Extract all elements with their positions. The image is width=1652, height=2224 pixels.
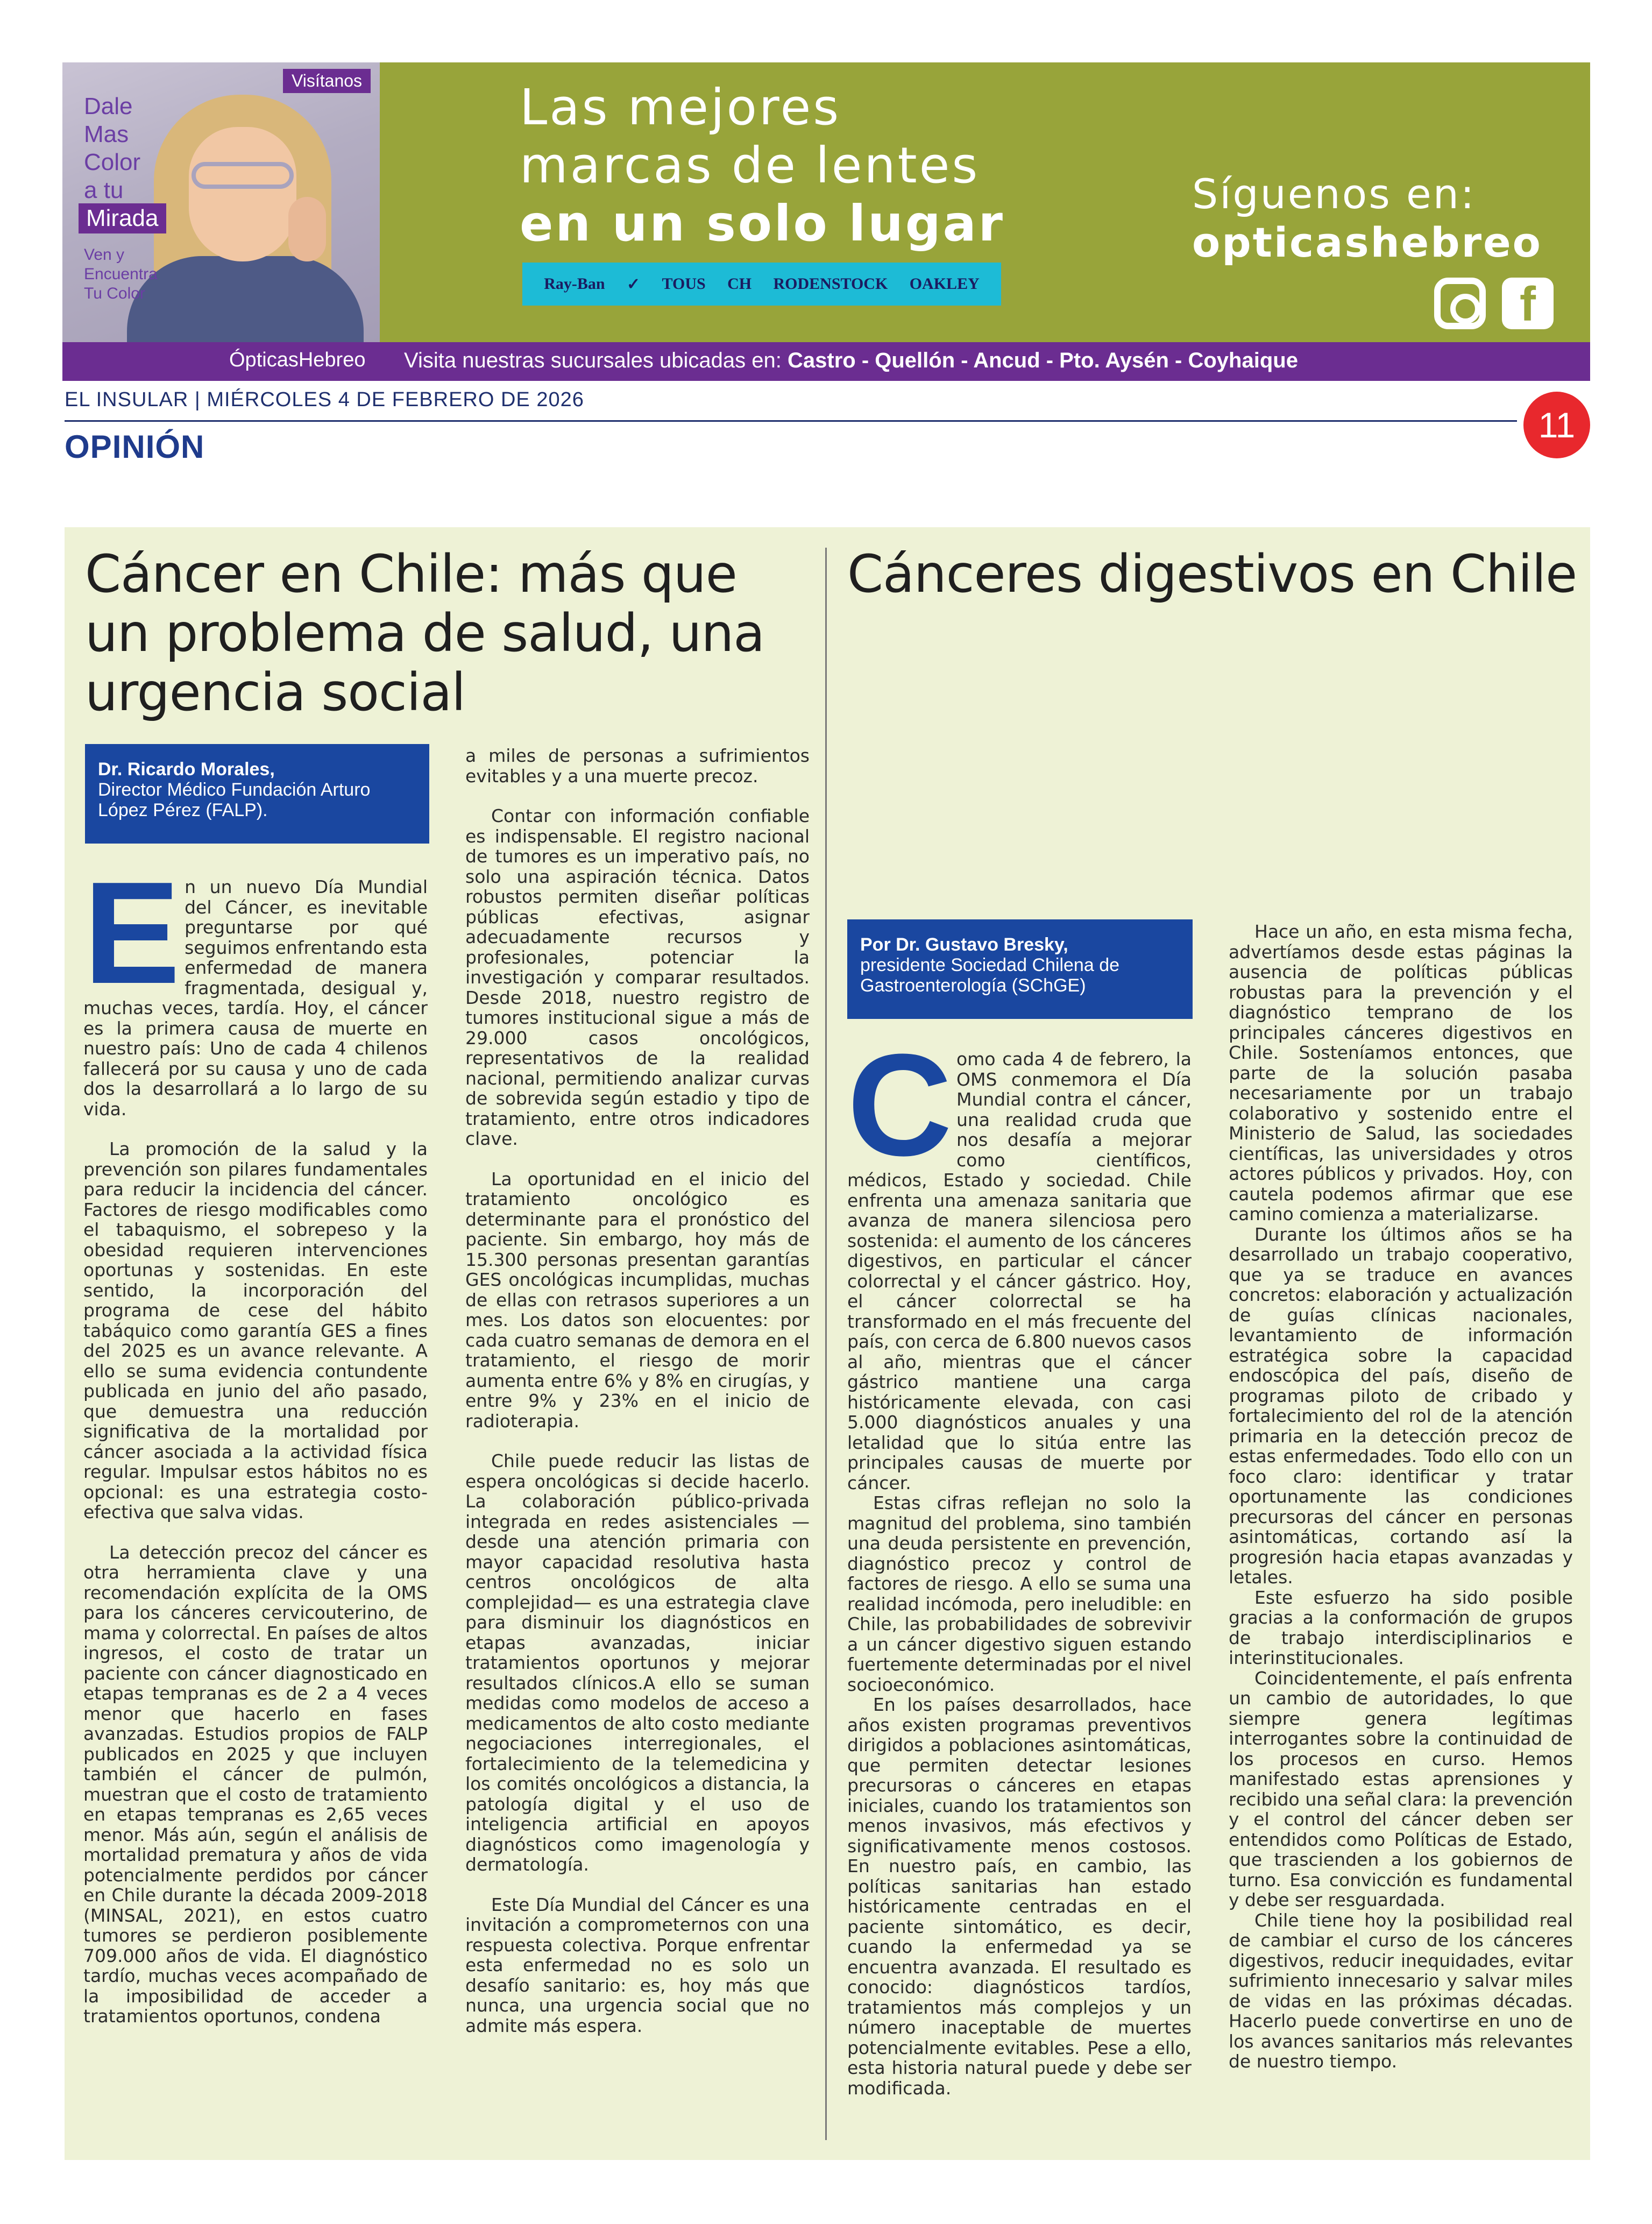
ad-woman-glasses bbox=[192, 162, 294, 189]
ad-headline-line: en un solo lugar bbox=[520, 195, 1005, 252]
brand-tous-logo: TOUS bbox=[662, 275, 706, 293]
instagram-icon bbox=[1434, 278, 1486, 329]
ad-side-small-line: Ven y bbox=[84, 246, 125, 264]
ad-branches-label: Visita nuestras sucursales ubicadas en: bbox=[404, 349, 788, 372]
ad-social-icons bbox=[1434, 278, 1554, 329]
paragraph-text: omo cada 4 de febrero, la OMS conmemora el Día Mundial contra el cáncer, una realidad cruda que nos desafía a mejorar como científicos, médicos, Estado y sociedad. Chile enfrenta una amenaza sanitaria que avanza de manera silenciosa pero sostenida: el aumento de los cánceres digestivos, en particular el cáncer colorrectal y el cáncer gástrico. Hoy, el cáncer colorrectal se ha transformado en el más frecuente del país, con cerca de 6.800 nuevos casos al año, mientras que el cáncer gástrico mantiene una carga históricamente elevada, con casi 5.000 diagnósticos anuales y una letalidad que lo sitúa entre las principales causas de muerte por cáncer. bbox=[847, 1049, 1192, 1493]
article-paragraph bbox=[83, 852, 428, 1120]
advertisement-banner bbox=[62, 62, 1590, 381]
article-left-headline: Cáncer en Chile: más que un problema de salud, una urgencia social bbox=[85, 544, 765, 723]
drop-cap: E bbox=[83, 852, 181, 1014]
ad-visit-tag: Visítanos bbox=[283, 69, 371, 93]
ad-side-subslogan bbox=[84, 245, 158, 303]
article-right-column-1 bbox=[847, 1024, 1192, 2099]
article-paragraph: Este Día Mundial del Cáncer es una invitación a comprometernos con una respuesta colectiva. Porque enfrentar esta enfermedad no es solo un desafío sanitario: es, hoy más que nunca, una urgencia social que no admite más espera. bbox=[465, 1894, 810, 2036]
article-paragraph: Estas cifras reflejan no solo la magnitud del problema, sino también una deuda persistente en prevención, diagnóstico precoz y control de factores de riesgo. A ello se suma una realidad incómoda, pero ineludible: en Chile, las probabilidades de sobrevivir a un cáncer digestivo siguen estando fuertemente determinadas por el nivel socioeconómico. bbox=[847, 1492, 1192, 1695]
section-title: OPINIÓN bbox=[65, 429, 205, 465]
article-left-byline bbox=[85, 744, 429, 844]
column-divider bbox=[825, 548, 827, 2140]
header-divider bbox=[65, 420, 1517, 422]
article-left-column-2 bbox=[465, 746, 810, 2036]
article-right-byline bbox=[847, 919, 1193, 1019]
ad-branches-text bbox=[404, 349, 1298, 373]
ad-side-highlight: Mirada bbox=[79, 203, 166, 233]
article-paragraph: Este esfuerzo ha sido posible gracias a la conformación de grupos de trabajo interdisciplinarios e interinstitucionales. bbox=[1229, 1586, 1573, 1668]
author-role: Director Médico Fundación Arturo López Pérez (FALP). bbox=[98, 780, 371, 820]
newspaper-dateline: EL INSULAR | MIÉRCOLES 4 DE FEBRERO DE 2026 bbox=[65, 388, 584, 411]
article-left-column-1 bbox=[83, 852, 428, 2027]
ad-side-line: Mas bbox=[84, 121, 129, 147]
brand-oakley-logo: OAKLEY bbox=[909, 275, 980, 293]
article-paragraph: La promoción de la salud y la prevención son pilares fundamentales para reducir la incidencia del cáncer. Factores de riesgo modificables como el tabaquismo, el sobrepeso y la obesidad requieren intervenciones oportunas y sostenidas. En este sentido, la incorporación del programa de cese del hábito tabáquico como garantía GES a fines del 2025 es un avance relevante. A ello se suma evidencia contundente publicada en junio del año pasado, que demuestra una reducción significativa de la mortalidad por cáncer asociada a la actividad física regular. Impulsar estos hábitos no es opcional: es una estrategia costo-efectiva que salva vidas. bbox=[83, 1138, 428, 1522]
brand-nike-logo: ✓ bbox=[626, 275, 641, 293]
article-paragraph: En los países desarrollados, hace años existen programas preventivos dirigidos a poblaciones asintomáticas, que permiten detectar lesiones precursoras o cánceres en etapas iniciales, cuando los tratamientos son menos invasivos, más efectivos y significativamente menos costosos. En nuestro país, en cambio, las políticas sanitarias han estado históricamente centradas en el paciente sintomático, es decir, cuando la enfermedad ya se encuentra avanzada. El resultado es conocido: diagnósticos tardíos, tratamientos más complejos y un número inaceptable de muertes potencialmente evitables. Pese a ello, esta historia natural puede y debe ser modificada. bbox=[847, 1694, 1192, 2099]
article-paragraph: a miles de personas a sufrimientos evitables y a una muerte precoz. bbox=[465, 745, 810, 787]
article-right-column-2 bbox=[1229, 922, 1573, 2072]
ad-headline bbox=[520, 79, 1005, 253]
ad-follow-label: Síguenos en: bbox=[1192, 170, 1476, 218]
ad-side-line: a tu bbox=[84, 177, 124, 203]
article-paragraph: Contar con información confiable es indispensable. El registro nacional de tumores es un imperativo país, no solo una aspiración técnica. Datos robustos permiten diseñar políticas públicas efectivas, asignar adecuadamente recursos y profesionales, potenciar la investigación y comparar resultados. Desde 2018, nuestro registro de tumores institucional sigue a más de 29.000 casos oncológicos, representativos de la realidad nacional, permitiendo analizar curvas de sobrevida según estadio y tipo de tratamiento, entre otros indicadores clave. bbox=[465, 805, 810, 1149]
ad-headline-line: marcas de lentes bbox=[520, 137, 980, 194]
ad-photo bbox=[62, 62, 380, 342]
ad-brand-strip bbox=[522, 263, 1001, 306]
ad-side-small-line: Encuentra bbox=[84, 265, 158, 283]
ad-woman-body bbox=[127, 256, 364, 342]
ad-headline-line: Las mejores bbox=[520, 79, 841, 136]
article-paragraph: Chile puede reducir las listas de espera oncológicas si decide hacerlo. La colaboración público-privada integrada en redes asistenciales —desde una atención primaria con mayor capacidad resolutiva hasta centros oncológicos de alta complejidad— es una estrategia clave para disminuir los diagnósticos en etapas avanzadas, iniciar tratamientos oportunos y mejorar resultados clínicos.A ello se suman medidas como modelos de acceso a medicamentos de alto costo mediante negociaciones interregionales, el fortalecimiento de la telemedicina y los comités oncológicos a distancia, la patología digital y el uso de inteligencia artificial en apoyos diagnósticos como imagenología y dermatología. bbox=[465, 1450, 810, 1875]
article-paragraph: La detección precoz del cáncer es otra herramienta clave y una recomendación explícita de la OMS para los cánceres cervicouterino, de mama y colorrectal. En países de altos ingresos, el costo de tratar un paciente con cáncer diagnosticado en etapas tempranas es de 2 a 4 veces menor que hacerlo en fases avanzadas. Estudios propios de FALP publicados en 2025 y que incluyen también el cáncer de pulmón, muestran que el costo de tratamiento en etapas tempranas es 2,65 veces menor. Más aún, según el análisis de mortalidad prematura y años de vida potencialmente perdidos por cáncer en Chile durante la década 2009-2018 (MINSAL, 2021), en estos cuatro tumores se perdieron posiblemente 709.000 años de vida. El diagnóstico tardío, muchas veces acompañado de la imposibilidad de acceder a tratamientos oportunos, condena bbox=[83, 1541, 428, 2027]
drop-cap: C bbox=[847, 1024, 952, 1186]
article-paragraph: La oportunidad en el inicio del tratamiento oncológico es determinante para el pronóstico del paciente. Sin embargo, hoy más de 15.300 personas presentan garantías GES oncológicas incumplidas, muchas de ellas con retrasos superiores a un mes. Los datos son elocuentes: por cada cuatro semanas de demora en el tratamiento, el riesgo de morir aumenta entre 6% y 8% en cirugías, y entre 9% y 23% en el inicio de radioterapia. bbox=[465, 1168, 810, 1432]
article-paragraph: Coincidentemente, el país enfrenta un cambio de autoridades, lo que siempre genera legítimas interrogantes sobre la continuidad de los procesos en curso. Hemos manifestado estas aprensiones y recibido una señal clara: la prevención y el control del cáncer deben ser entendidos como Políticas de Estado, que trascienden a los gobiernos de turno. Esa convicción es fundamental y debe ser resguardada. bbox=[1229, 1667, 1573, 1910]
article-paragraph: Chile tiene hoy la posibilidad real de cambiar el curso de los cánceres digestivos, reducir inequidades, evitar sufrimiento innecesario y salvar miles de vidas en las próximas décadas. Hacerlo puede convertirse en uno de los avances sanitarios más relevantes de nuestro tiempo. bbox=[1229, 1909, 1573, 2072]
ad-side-slogan bbox=[84, 93, 140, 204]
article-paragraph bbox=[847, 1024, 1192, 1493]
ad-bottom-bar bbox=[62, 342, 1590, 381]
brand-ch-logo: CH bbox=[727, 275, 752, 293]
page-number-badge: 11 bbox=[1523, 392, 1590, 458]
article-right-headline: Cánceres digestivos en Chile bbox=[847, 544, 1577, 604]
ad-woman-face bbox=[189, 127, 296, 261]
paragraph-text: n un nuevo Día Mundial del Cáncer, es inevitable preguntarse por qué seguimos enfrentando esta enfermedad de manera fragmentada, desigual y, muchas veces, tardía. Hoy, el cáncer es la primera causa de muerte en nuestro país: Uno de cada 4 chilenos fallecerá por su causa y uno de cada dos la desarrollará a lo largo de su vida. bbox=[83, 876, 428, 1120]
ad-social-handle: opticashebreo bbox=[1192, 218, 1542, 266]
brand-rodenstock-logo: RODENSTOCK bbox=[773, 275, 888, 293]
article-paragraph: Hace un año, en esta misma fecha, advertíamos desde estas páginas la ausencia de políticas públicas robustas para la prevención y el diagnóstico temprano de los principales cánceres digestivos en Chile. Sosteníamos entonces, que parte de la solución pasaba necesariamente por un trabajo colaborativo y sostenido entre el Ministerio de Salud, las sociedades científicas, las universidades y otros actores públicos y privados. Hoy, con cautela podemos afirmar que ese camino comienza a materializarse. bbox=[1229, 921, 1573, 1224]
ad-follow-block bbox=[1192, 170, 1542, 267]
article-paragraph: Durante los últimos años se ha desarrollado un trabajo cooperativo, que ya se traduce en avances concretos: elaboración y actualización de guías clínicas nacionales, levantamiento de información estratégica sobre la capacidad endoscópica del país, diseño de programas piloto de cribado y fortalecimiento del rol de la atención primaria en la detección precoz de estas enfermedades. Todo ello con un foco claro: identificar y tratar oportunamente las condiciones precursoras del cáncer en personas asintomáticas, cortando así la progresión hacia etapas avanzadas y letales. bbox=[1229, 1223, 1573, 1588]
ad-branches-list: Castro - Quellón - Ancud - Pto. Aysén - Coyhaique bbox=[788, 349, 1298, 372]
ad-side-small-line: Tu Color bbox=[84, 285, 145, 302]
ad-side-line: Dale bbox=[84, 93, 133, 119]
author-name: Dr. Ricardo Morales, bbox=[98, 759, 275, 780]
facebook-icon: f bbox=[1502, 278, 1554, 329]
ad-woman-hand bbox=[288, 197, 326, 261]
opticas-hebreo-logo: ÓpticasHebreo bbox=[229, 349, 366, 371]
author-role: presidente Sociedad Chilena de Gastroenterología (SChGE) bbox=[860, 955, 1120, 996]
brand-rayban-logo: Ray-Ban bbox=[544, 275, 605, 293]
ad-side-line: Color bbox=[84, 149, 141, 175]
author-name: Por Dr. Gustavo Bresky, bbox=[860, 934, 1068, 955]
